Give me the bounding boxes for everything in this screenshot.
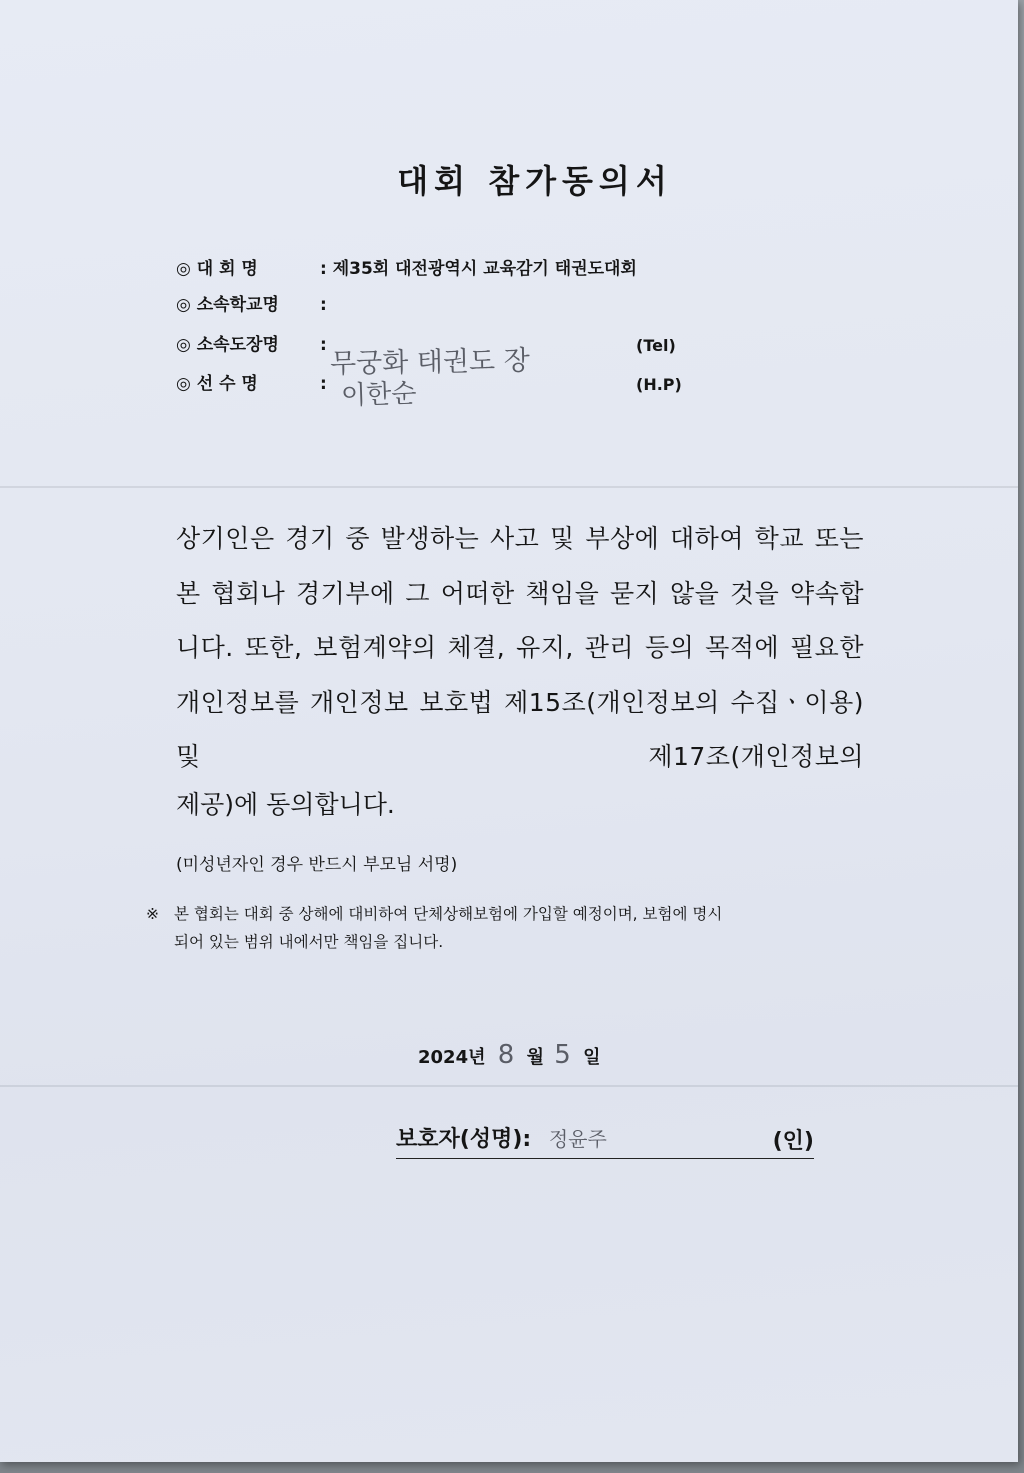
handwritten-athlete-name: 이한순 — [340, 378, 417, 412]
signing-date — [418, 1040, 601, 1070]
field-label-tel: (Tel) — [636, 336, 676, 355]
date-month-unit: 월 — [526, 1047, 544, 1068]
handwritten-month: 8 — [497, 1040, 515, 1070]
field-row-school — [176, 293, 327, 317]
date-day-unit: 일 — [583, 1047, 601, 1068]
paper-fold-line — [0, 486, 1018, 488]
field-value-competition: : 제35회 대전광역시 교육감기 태권도대회 — [320, 259, 637, 279]
notice-line-1: 본 협회는 대회 중 상해에 대비하여 단체상해보험에 가입할 예정이며, 보험에 명시 — [174, 905, 723, 923]
field-row-competition — [176, 257, 637, 281]
document-title: 대회 참가동의서 — [397, 162, 673, 200]
field-value-dojang: : — [320, 335, 327, 355]
handwritten-guardian-name: 정윤주 — [548, 1127, 607, 1151]
paper-fold-line — [0, 1085, 1018, 1087]
field-value-athlete: : — [320, 374, 327, 394]
minor-signature-note: (미성년자인 경우 반드시 부모님 서명) — [176, 855, 458, 875]
handwritten-dojang-name: 무궁화 태권도 장 — [329, 345, 531, 380]
guardian-seal-mark: (인) — [772, 1129, 814, 1154]
date-year: 2024년 — [418, 1047, 486, 1068]
notice-mark: ※ — [146, 905, 159, 923]
field-label-school: ◎ 소속학교명 — [176, 295, 279, 315]
insurance-notice — [146, 900, 906, 956]
consent-body-last-line: 제공)에 동의합니다. — [176, 790, 395, 819]
field-row-athlete — [176, 372, 327, 396]
field-row-dojang — [176, 333, 327, 357]
field-label-competition: ◎ 대 회 명 — [176, 259, 258, 279]
notice-line-2: 되어 있는 범위 내에서만 책임을 집니다. — [174, 933, 444, 951]
guardian-signature-line — [396, 1122, 814, 1159]
consent-body-text: 상기인은 경기 중 발생하는 사고 및 부상에 대하여 학교 또는 본 협회나 경기부에 그 어떠한 책임을 묻지 않을 것을 약속합니다. 또한, 보험계약의 체결, 유지, 관리 등의 목적에 필요한 개인정보를 개인정보 보호법 제15조(개인정보의 수집ㆍ이용) 및 제17조(개인정보의 — [176, 524, 864, 771]
guardian-label: 보호자(성명): — [396, 1127, 532, 1152]
field-value-school: : — [320, 295, 327, 315]
field-label-athlete: ◎ 선 수 명 — [176, 374, 258, 394]
field-label-dojang: ◎ 소속도장명 — [176, 335, 279, 355]
handwritten-day: 5 — [554, 1040, 571, 1070]
field-label-hp: (H.P) — [636, 375, 682, 394]
